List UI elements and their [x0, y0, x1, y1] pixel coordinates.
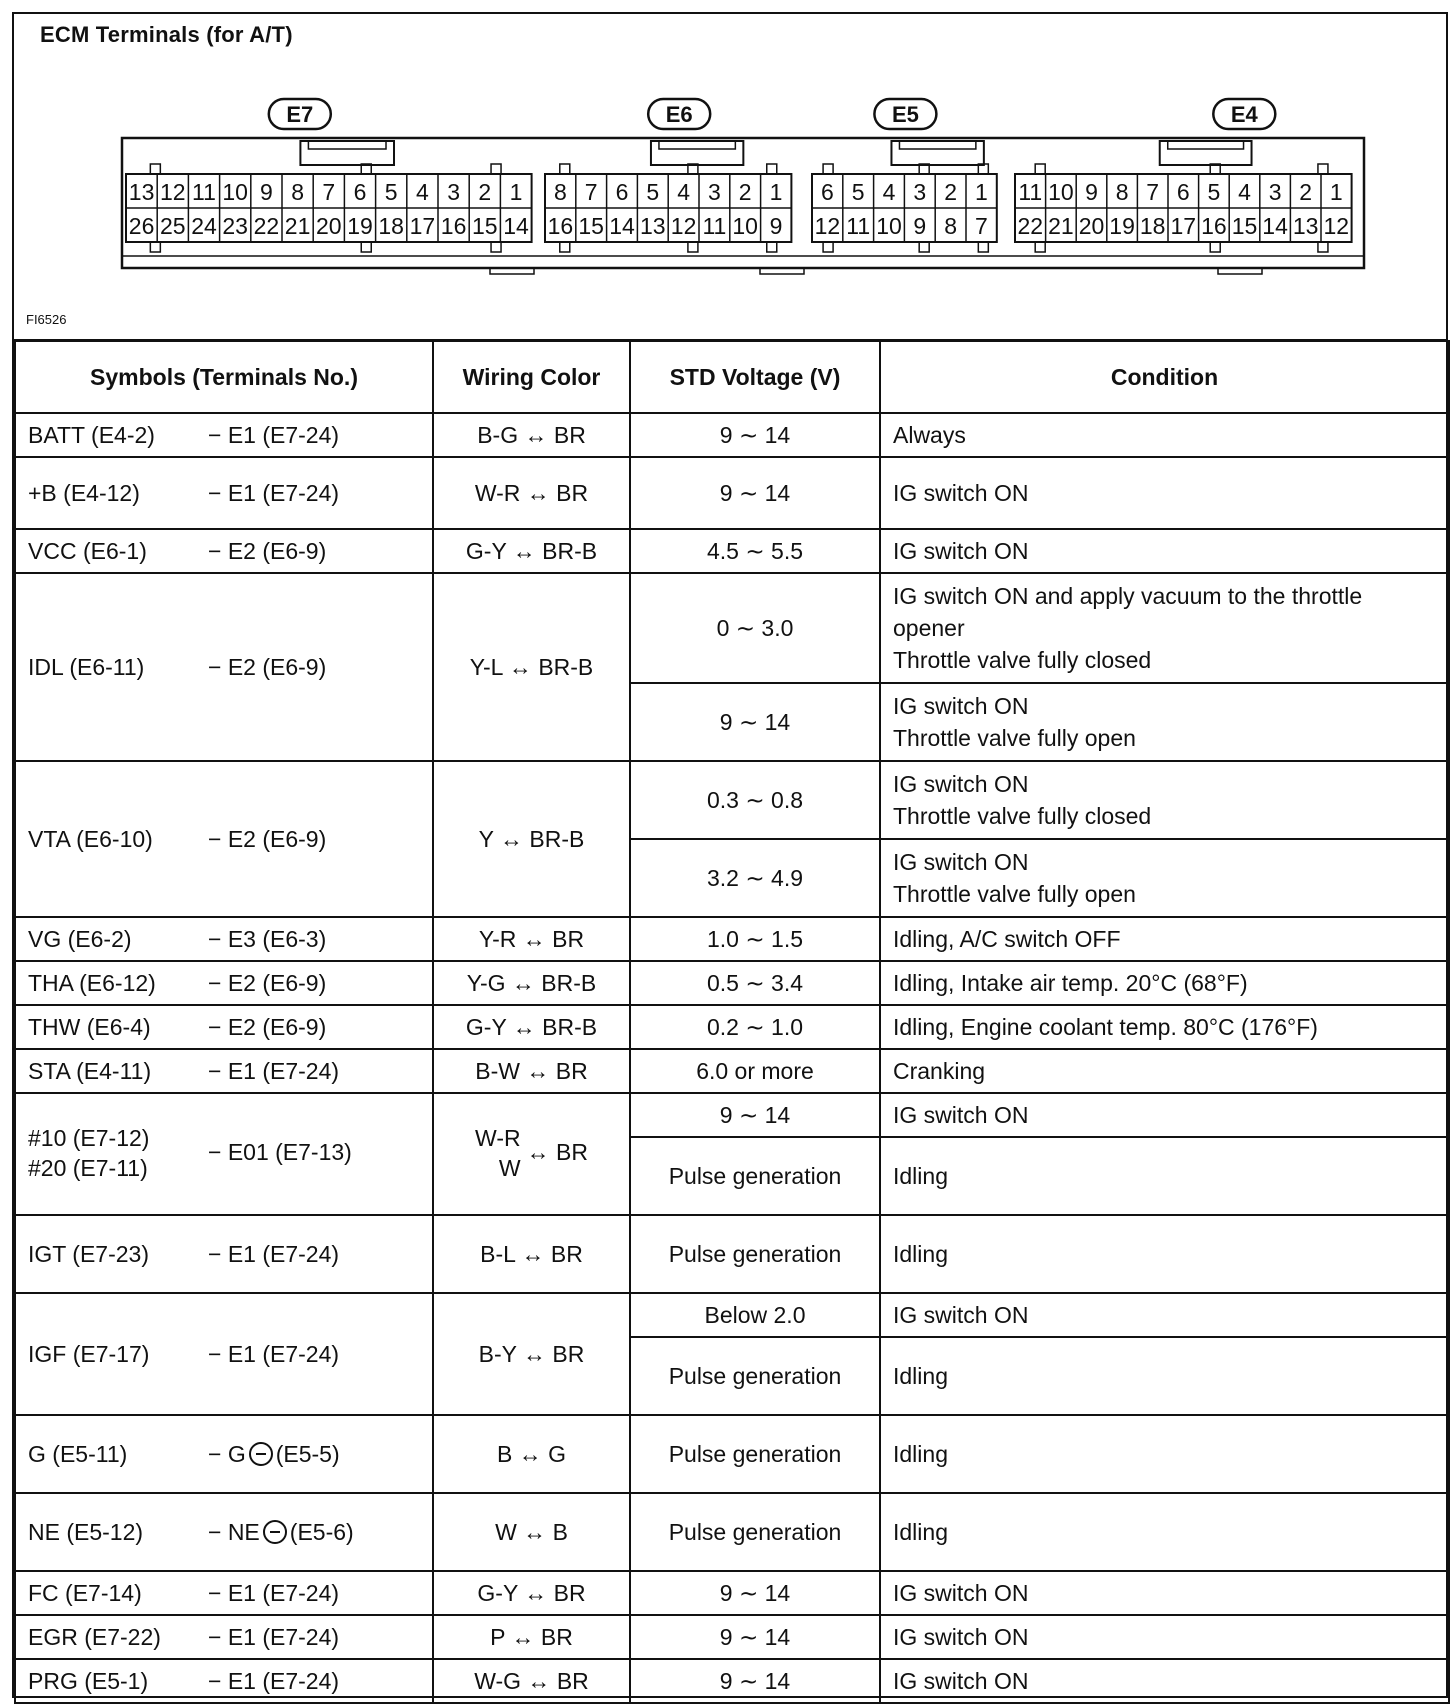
- terminal-to: − E1 (E7-24): [208, 1340, 340, 1367]
- header-wiring: Wiring Color: [433, 341, 630, 413]
- terminal-from: VTA (E6-10): [28, 825, 153, 852]
- pin-number: 4: [1238, 179, 1251, 205]
- terminal-from: VCC (E6-1): [28, 537, 147, 564]
- latch-tab: [361, 242, 371, 252]
- pin-number: 8: [554, 179, 567, 205]
- terminal-from: VG (E6-2): [28, 925, 132, 952]
- wiring-color-cell: W-R ↔ BR: [433, 457, 630, 529]
- std-voltage-cell: 0.2 ∼ 1.0: [630, 1005, 880, 1049]
- wiring-color-cell: B-Y ↔ BR: [433, 1293, 630, 1415]
- table-row: [15, 457, 1449, 529]
- pin-number: 20: [316, 213, 342, 239]
- pin-number: 2: [1299, 179, 1313, 205]
- pin-number: 24: [191, 213, 217, 239]
- terminal-to: − E2 (E6-9): [208, 537, 327, 564]
- table-row: [15, 1049, 1449, 1093]
- condition-text: Idling: [893, 1240, 948, 1267]
- latch-tab: [491, 242, 501, 252]
- std-voltage-cell: Pulse generation: [630, 1215, 880, 1293]
- latch-tab: [560, 242, 570, 252]
- terminal-to-pin: (E5-5): [275, 1440, 340, 1467]
- pin-number: 22: [253, 213, 280, 239]
- connector-key-slot: [1168, 141, 1244, 149]
- terminal-from: IGF (E7-17): [28, 1340, 150, 1367]
- pin-number: 11: [846, 213, 871, 239]
- std-voltage-cell: 1.0 ∼ 1.5: [630, 917, 880, 961]
- condition-text: IG switch ON: [893, 1623, 1029, 1650]
- table-row: [15, 1615, 1449, 1659]
- std-voltage-cell: 9 ∼ 14: [630, 1093, 880, 1137]
- pin-number: 4: [416, 179, 429, 205]
- pin-number: 10: [222, 179, 248, 205]
- terminal-from-2: #20 (E7-11): [28, 1155, 148, 1181]
- minus-circle-icon: [249, 1442, 273, 1466]
- pin-number: 16: [440, 213, 467, 239]
- terminal-to-name: − G: [208, 1440, 246, 1467]
- terminal-to: − E1 (E7-24): [208, 1667, 340, 1694]
- wiring-color-cell: B-W ↔ BR: [433, 1049, 630, 1093]
- pin-number: 11: [1018, 179, 1043, 205]
- latch-tab: [560, 164, 570, 174]
- condition-text-2: Throttle valve fully open: [893, 881, 1136, 907]
- std-voltage-cell: 0 ∼ 3.0: [630, 573, 880, 683]
- condition-text: IG switch ON: [893, 479, 1029, 506]
- pin-number: 15: [472, 213, 498, 239]
- wiring-color-b: W: [498, 1155, 521, 1181]
- condition-text: Always: [893, 421, 966, 448]
- symbol-cell: [15, 1005, 433, 1049]
- pin-number: 8: [291, 179, 304, 205]
- terminal-to: − E1 (E7-24): [208, 1057, 340, 1084]
- connector-diagram: [0, 0, 1456, 340]
- std-voltage-cell: Pulse generation: [630, 1137, 880, 1215]
- condition-cell: [880, 683, 1449, 761]
- symbol-cell: [15, 917, 433, 961]
- terminal-to: [208, 1438, 340, 1470]
- condition-cell: [880, 839, 1449, 917]
- wiring-color-cell: Y-R ↔ BR: [433, 917, 630, 961]
- wiring-color-cell: G-Y ↔ BR-B: [433, 1005, 630, 1049]
- condition-cell: [880, 1215, 1449, 1293]
- pin-number: 2: [944, 179, 957, 205]
- connector-e4: [1015, 99, 1352, 252]
- latch-tab: [767, 164, 777, 174]
- connector-key: [891, 141, 983, 165]
- terminal-from: NE (E5-12): [28, 1518, 144, 1545]
- pin-number: 14: [609, 213, 635, 239]
- pin-number: 3: [708, 179, 721, 205]
- pin-number: 8: [944, 213, 957, 239]
- condition-text-2: Throttle valve fully closed: [893, 647, 1152, 674]
- condition-cell: [880, 1337, 1449, 1415]
- symbol-cell: [15, 761, 433, 917]
- table-row: [15, 1005, 1449, 1049]
- symbol-cell: [15, 529, 433, 573]
- terminal-to: − E1 (E7-24): [208, 479, 340, 506]
- header-voltage: STD Voltage (V): [630, 341, 880, 413]
- pin-number: 12: [670, 213, 697, 239]
- pin-number: 2: [478, 179, 492, 205]
- wiring-color-cell: B-G ↔ BR: [433, 413, 630, 457]
- terminal-from: EGR (E7-22): [28, 1623, 161, 1650]
- pin-number: 1: [769, 179, 783, 205]
- table-row: [15, 413, 1449, 457]
- wiring-color-cell: Y-G ↔ BR-B: [433, 961, 630, 1005]
- terminal-to: − E2 (E6-9): [208, 969, 327, 996]
- wiring-color-to: ↔ BR: [526, 1139, 588, 1166]
- terminal-from: THA (E6-12): [28, 969, 156, 996]
- std-voltage-cell: 9 ∼ 14: [630, 457, 880, 529]
- connector-e5: [812, 99, 997, 252]
- condition-text: Cranking: [893, 1057, 986, 1084]
- latch-tab: [823, 164, 833, 174]
- condition-cell: [880, 573, 1449, 683]
- condition-text: IG switch ON: [893, 1667, 1029, 1694]
- condition-text: IG switch ON and apply vacuum to the throttle opener: [893, 582, 1363, 641]
- pin-number: 7: [322, 179, 336, 205]
- page-title: ECM Terminals (for A/T): [40, 22, 293, 47]
- connector-key-slot: [308, 141, 386, 149]
- connector-label: E5: [891, 102, 919, 127]
- connector-e6: [545, 99, 791, 252]
- pin-number: 9: [769, 213, 783, 239]
- pin-number: 22: [1017, 213, 1044, 239]
- connector-key: [651, 141, 743, 165]
- terminal-to: − E2 (E6-9): [208, 653, 327, 680]
- condition-cell: [880, 1571, 1449, 1615]
- symbol-cell: [15, 961, 433, 1005]
- pin-number: 21: [284, 213, 311, 239]
- condition-text: IG switch ON: [893, 1301, 1029, 1328]
- pin-number: 18: [378, 213, 404, 239]
- pin-number: 5: [646, 179, 660, 205]
- ecm-terminal-table: [14, 340, 1450, 1704]
- header-condition: Condition: [880, 341, 1449, 413]
- pin-number: 21: [1048, 213, 1074, 239]
- connector-key: [300, 141, 394, 165]
- figure-id: FI6526: [26, 312, 67, 327]
- pin-number: 1: [1329, 179, 1343, 205]
- symbol-cell: [15, 1049, 433, 1093]
- wiring-color-cell: B ↔ G: [433, 1415, 630, 1493]
- symbol-cell: [15, 1659, 433, 1703]
- latch-tab: [1318, 242, 1328, 252]
- condition-text-2: Throttle valve fully closed: [893, 803, 1152, 829]
- condition-cell: [880, 1415, 1449, 1493]
- table-row: [15, 1571, 1449, 1615]
- pin-number: 13: [640, 213, 666, 239]
- condition-cell: [880, 1293, 1449, 1337]
- connector-key-slot: [659, 141, 735, 149]
- latch-tab: [1210, 242, 1220, 252]
- std-voltage-cell: 9 ∼ 14: [630, 683, 880, 761]
- connector-e7: [126, 99, 532, 252]
- terminal-to: − E1 (E7-24): [208, 1623, 340, 1650]
- latch-tab: [978, 242, 988, 252]
- pin-number: 16: [547, 213, 574, 239]
- pin-number: 19: [1109, 213, 1135, 239]
- pin-number: 12: [1323, 213, 1350, 239]
- condition-cell: [880, 1005, 1449, 1049]
- wiring-color-stack: [475, 1124, 521, 1184]
- std-voltage-cell: Pulse generation: [630, 1415, 880, 1493]
- condition-text: Idling: [893, 1162, 948, 1189]
- pin-number: 26: [128, 213, 155, 239]
- terminal-to: − E1 (E7-24): [208, 1579, 340, 1606]
- condition-cell: [880, 1137, 1449, 1215]
- terminal-from: +B (E4-12): [28, 479, 140, 506]
- symbol-cell: [15, 1215, 433, 1293]
- condition-text: Idling: [893, 1440, 948, 1467]
- table-row: [15, 1293, 1449, 1337]
- pin-number: 5: [384, 179, 398, 205]
- wiring-color-cell: G-Y ↔ BR-B: [433, 529, 630, 573]
- condition-cell: [880, 457, 1449, 529]
- terminal-to: [208, 1516, 354, 1548]
- latch-tab: [919, 242, 929, 252]
- std-voltage-cell: 6.0 or more: [630, 1049, 880, 1093]
- pin-number: 23: [222, 213, 248, 239]
- std-voltage-cell: 0.5 ∼ 3.4: [630, 961, 880, 1005]
- condition-cell: [880, 529, 1449, 573]
- pin-number: 19: [347, 213, 373, 239]
- wiring-color-cell: Y-L ↔ BR-B: [433, 573, 630, 761]
- symbol-cell: [15, 457, 433, 529]
- pin-number: 9: [913, 213, 927, 239]
- terminal-from-1: #10 (E7-12): [28, 1125, 150, 1152]
- table-row: [15, 529, 1449, 573]
- table-row: [15, 573, 1449, 683]
- condition-cell: [880, 917, 1449, 961]
- symbol-cell: [15, 1571, 433, 1615]
- latch-tab: [823, 242, 833, 252]
- pin-number: 25: [160, 213, 186, 239]
- table-header-row: [15, 341, 1449, 413]
- pin-number: 14: [503, 213, 529, 239]
- terminal-to: − E1 (E7-24): [208, 1240, 340, 1267]
- condition-text: IG switch ON: [893, 770, 1029, 797]
- wiring-color-cell: W ↔ B: [433, 1493, 630, 1571]
- terminal-from: IDL (E6-11): [28, 653, 145, 680]
- pin-number: 6: [821, 179, 834, 205]
- condition-text: Idling: [893, 1362, 948, 1389]
- terminal-to: − E3 (E6-3): [208, 925, 327, 952]
- pin-number: 4: [677, 179, 690, 205]
- latch-tab: [767, 242, 777, 252]
- pin-number: 11: [702, 213, 727, 239]
- wiring-color-cell: Y ↔ BR-B: [433, 761, 630, 917]
- pin-number: 7: [975, 213, 988, 239]
- symbol-cell: [15, 573, 433, 761]
- pin-number: 5: [1207, 179, 1221, 205]
- pin-number: 13: [1292, 213, 1319, 239]
- symbol-cell: [15, 1293, 433, 1415]
- condition-text: IG switch ON: [893, 692, 1029, 719]
- pin-number: 9: [1085, 179, 1098, 205]
- condition-cell: [880, 1093, 1449, 1137]
- pin-number: 10: [1048, 179, 1074, 205]
- pin-number: 1: [975, 179, 988, 205]
- latch-tab: [1318, 164, 1328, 174]
- std-voltage-cell: 9 ∼ 14: [630, 1571, 880, 1615]
- std-voltage-cell: 4.5 ∼ 5.5: [630, 529, 880, 573]
- terminal-from-stack: [28, 1124, 149, 1184]
- condition-text: IG switch ON: [893, 848, 1029, 875]
- std-voltage-cell: 3.2 ∼ 4.9: [630, 839, 880, 917]
- pin-number: 16: [1201, 213, 1227, 239]
- pin-number: 3: [1268, 179, 1282, 205]
- std-voltage-cell: Pulse generation: [630, 1493, 880, 1571]
- condition-text: IG switch ON: [893, 1101, 1029, 1128]
- pin-number: 9: [260, 179, 273, 205]
- pin-number: 6: [1176, 179, 1190, 205]
- condition-cell: [880, 1049, 1449, 1093]
- condition-cell: [880, 761, 1449, 839]
- pin-number: 3: [447, 179, 460, 205]
- condition-text: Idling, A/C switch OFF: [893, 925, 1121, 952]
- pin-number: 2: [738, 179, 752, 205]
- terminal-to: − E2 (E6-9): [208, 1013, 327, 1040]
- latch-tab: [1035, 164, 1045, 174]
- latch-tab: [150, 164, 160, 174]
- condition-cell: [880, 413, 1449, 457]
- pin-number: 1: [509, 179, 523, 205]
- terminal-from: PRG (E5-1): [28, 1667, 149, 1694]
- connector-label: E4: [1230, 102, 1258, 127]
- symbol-cell: [15, 1093, 433, 1215]
- pin-number: 8: [1115, 179, 1129, 205]
- symbol-cell: [15, 1415, 433, 1493]
- connector-key-slot: [899, 141, 975, 149]
- terminal-to: − E1 (E7-24): [208, 421, 340, 448]
- condition-cell: [880, 1493, 1449, 1571]
- terminal-from: STA (E4-11): [28, 1057, 152, 1084]
- symbol-cell: [15, 1493, 433, 1571]
- pin-number: 15: [1231, 213, 1258, 239]
- table-row: [15, 961, 1449, 1005]
- pin-number: 11: [192, 179, 216, 205]
- pin-number: 17: [1170, 213, 1197, 239]
- pin-number: 15: [578, 213, 604, 239]
- condition-text: Idling: [893, 1518, 948, 1545]
- connector-key: [1160, 141, 1252, 165]
- connector-label: E7: [286, 102, 314, 127]
- terminal-to: − E2 (E6-9): [208, 825, 327, 852]
- condition-cell: [880, 1659, 1449, 1703]
- std-voltage-cell: 9 ∼ 14: [630, 413, 880, 457]
- pin-number: 13: [128, 179, 155, 205]
- table-row: [15, 1093, 1449, 1137]
- wiring-color-cell: B-L ↔ BR: [433, 1215, 630, 1293]
- condition-cell: [880, 961, 1449, 1005]
- minus-circle-icon: [263, 1520, 287, 1544]
- symbol-cell: [15, 1615, 433, 1659]
- pin-number: 18: [1139, 213, 1166, 239]
- table-row: [15, 1415, 1449, 1493]
- table-row: [15, 1493, 1449, 1571]
- pin-number: 7: [1146, 179, 1160, 205]
- pin-number: 12: [160, 179, 186, 205]
- pin-number: 6: [353, 179, 367, 205]
- wiring-color-cell: [433, 1093, 630, 1215]
- table-row: [15, 1215, 1449, 1293]
- connector-label: E6: [665, 102, 693, 127]
- condition-text: IG switch ON: [893, 1579, 1029, 1606]
- pin-number: 17: [409, 213, 436, 239]
- condition-cell: [880, 1615, 1449, 1659]
- pin-number: 7: [584, 179, 598, 205]
- table-row: [15, 1659, 1449, 1703]
- pin-number: 10: [732, 213, 758, 239]
- terminal-from: IGT (E7-23): [28, 1240, 149, 1267]
- std-voltage-cell: 0.3 ∼ 0.8: [630, 761, 880, 839]
- latch-tab: [150, 242, 160, 252]
- terminal-to-name: − NE: [208, 1518, 260, 1545]
- std-voltage-cell: Below 2.0: [630, 1293, 880, 1337]
- table-row: [15, 917, 1449, 961]
- terminal-from: G (E5-11): [28, 1440, 128, 1467]
- symbol-cell: [15, 413, 433, 457]
- pin-number: 12: [814, 213, 841, 239]
- wiring-color-a: W-R: [475, 1125, 521, 1152]
- terminal-to-pin: (E5-6): [289, 1518, 354, 1545]
- terminal-from: THW (E6-4): [28, 1013, 151, 1040]
- terminal-to: − E01 (E7-13): [208, 1139, 352, 1166]
- terminal-from: FC (E7-14): [28, 1579, 142, 1606]
- wiring-color-cell: W-G ↔ BR: [433, 1659, 630, 1703]
- condition-text: Idling, Intake air temp. 20°C (68°F): [893, 969, 1248, 996]
- std-voltage-cell: Pulse generation: [630, 1337, 880, 1415]
- pin-number: 14: [1262, 213, 1288, 239]
- wiring-color-cell: P ↔ BR: [433, 1615, 630, 1659]
- latch-tab: [688, 242, 698, 252]
- pin-number: 4: [882, 179, 896, 205]
- condition-text: IG switch ON: [893, 537, 1029, 564]
- pin-number: 5: [851, 179, 865, 205]
- pin-number: 6: [615, 179, 629, 205]
- latch-tab: [1035, 242, 1045, 252]
- condition-text-2: Throttle valve fully open: [893, 725, 1136, 751]
- std-voltage-cell: 9 ∼ 14: [630, 1615, 880, 1659]
- latch-tab: [491, 164, 501, 174]
- pin-number: 3: [913, 179, 927, 205]
- wiring-color-cell: G-Y ↔ BR: [433, 1571, 630, 1615]
- pin-number: 20: [1078, 213, 1105, 239]
- terminal-from: BATT (E4-2): [28, 421, 155, 448]
- pin-number: 10: [876, 213, 902, 239]
- header-symbols: Symbols (Terminals No.): [15, 341, 433, 413]
- condition-text: Idling, Engine coolant temp. 80°C (176°F): [893, 1013, 1318, 1040]
- std-voltage-cell: 9 ∼ 14: [630, 1659, 880, 1703]
- terminal-from: [28, 1124, 208, 1184]
- table-row: [15, 761, 1449, 839]
